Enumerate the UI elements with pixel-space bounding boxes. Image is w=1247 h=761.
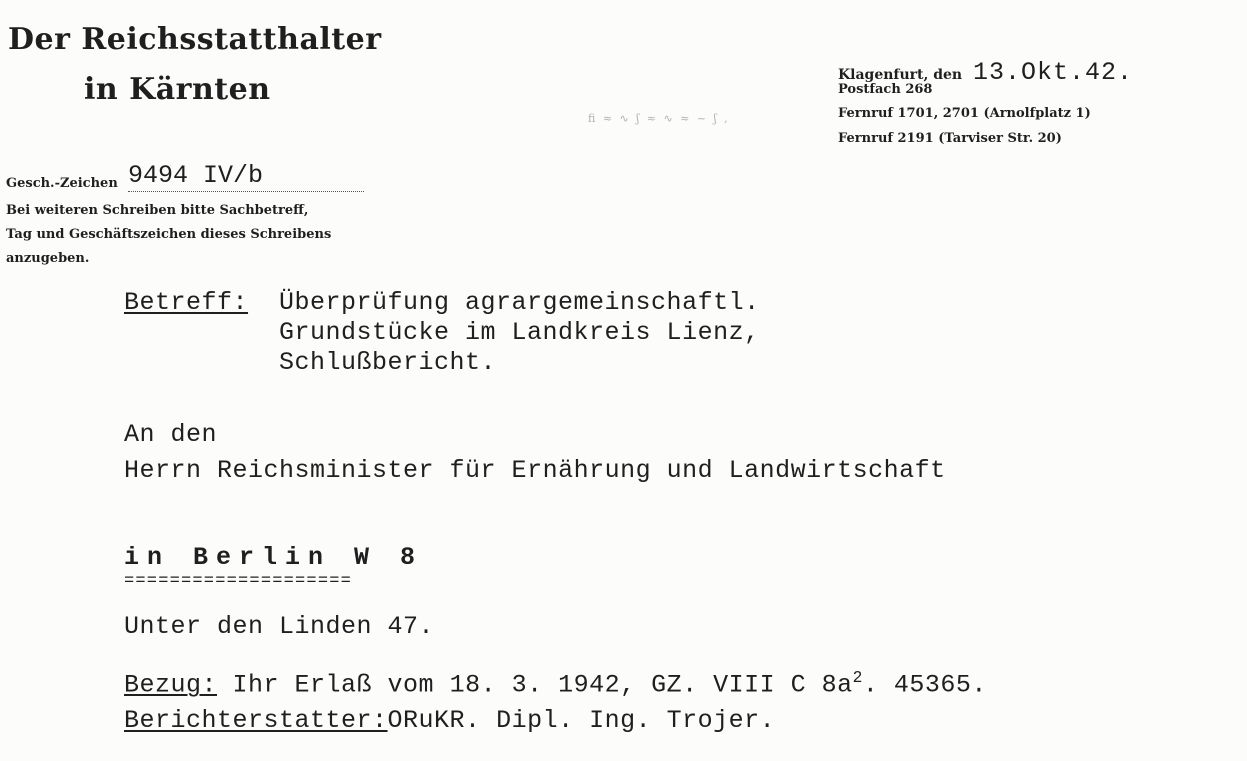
bezug-text: Ihr Erlaß vom 18. 3. 1942, GZ. VIII C 8a	[232, 670, 853, 700]
subject-line-1: Überprüfung agrargemeinschaftl.	[279, 288, 760, 317]
city-double-underline: ====================	[124, 572, 353, 591]
subject-line-3: Schlußbericht.	[279, 348, 497, 377]
fernruf-line-1: Fernruf 1701, 2701 (Arnolfplatz 1)	[838, 106, 1091, 121]
bezug-superscript: 2	[852, 668, 863, 687]
bezug-label: Bezug:	[124, 670, 218, 700]
subject-line-2: Grundstücke im Landkreis Lienz,	[279, 318, 760, 347]
reference-note-line-2: Tag und Geschäftszeichen dieses Schreibens	[6, 227, 332, 242]
letter-date: 13.Okt.42.	[972, 58, 1134, 87]
place-label: Klagenfurt, den	[838, 67, 963, 83]
addressee-city: in Berlin W 8	[124, 543, 424, 572]
reference-label: Gesch.-Zeichen	[6, 176, 118, 191]
berichterstatter-text: ORuKR. Dipl. Ing. Trojer.	[387, 706, 776, 735]
addressee-line-2: Herrn Reichsminister für Ernährung und Landwirtschaft	[124, 456, 946, 485]
fernruf-line-2: Fernruf 2191 (Tarviser Str. 20)	[838, 131, 1062, 146]
reference-number: 9494 IV/b	[128, 161, 264, 190]
bezug-tail: . 45365.	[862, 670, 987, 700]
postfach: Postfach 268	[838, 82, 933, 97]
reference-note-line-1: Bei weiteren Schreiben bitte Sachbetreff,	[6, 203, 309, 218]
berichterstatter-line	[124, 706, 775, 735]
addressee-line-1: An den	[124, 420, 218, 449]
letterhead-title: Der Reichsstatthalter	[8, 22, 382, 57]
letterhead-subtitle: in Kärnten	[84, 72, 271, 107]
reference-dotted-line	[128, 191, 364, 192]
berichterstatter-label: Berichterstatter:	[124, 706, 388, 735]
subject-label: Betreff:	[124, 288, 249, 317]
reference-note-line-3: anzugeben.	[6, 251, 90, 266]
faint-stamp-mark: ﬁ ≈ ∿ ʃ ≈ ∿ ≈ ~ ʃ ,	[588, 112, 730, 125]
addressee-street: Unter den Linden 47.	[124, 612, 435, 641]
bezug-line	[124, 668, 987, 699]
